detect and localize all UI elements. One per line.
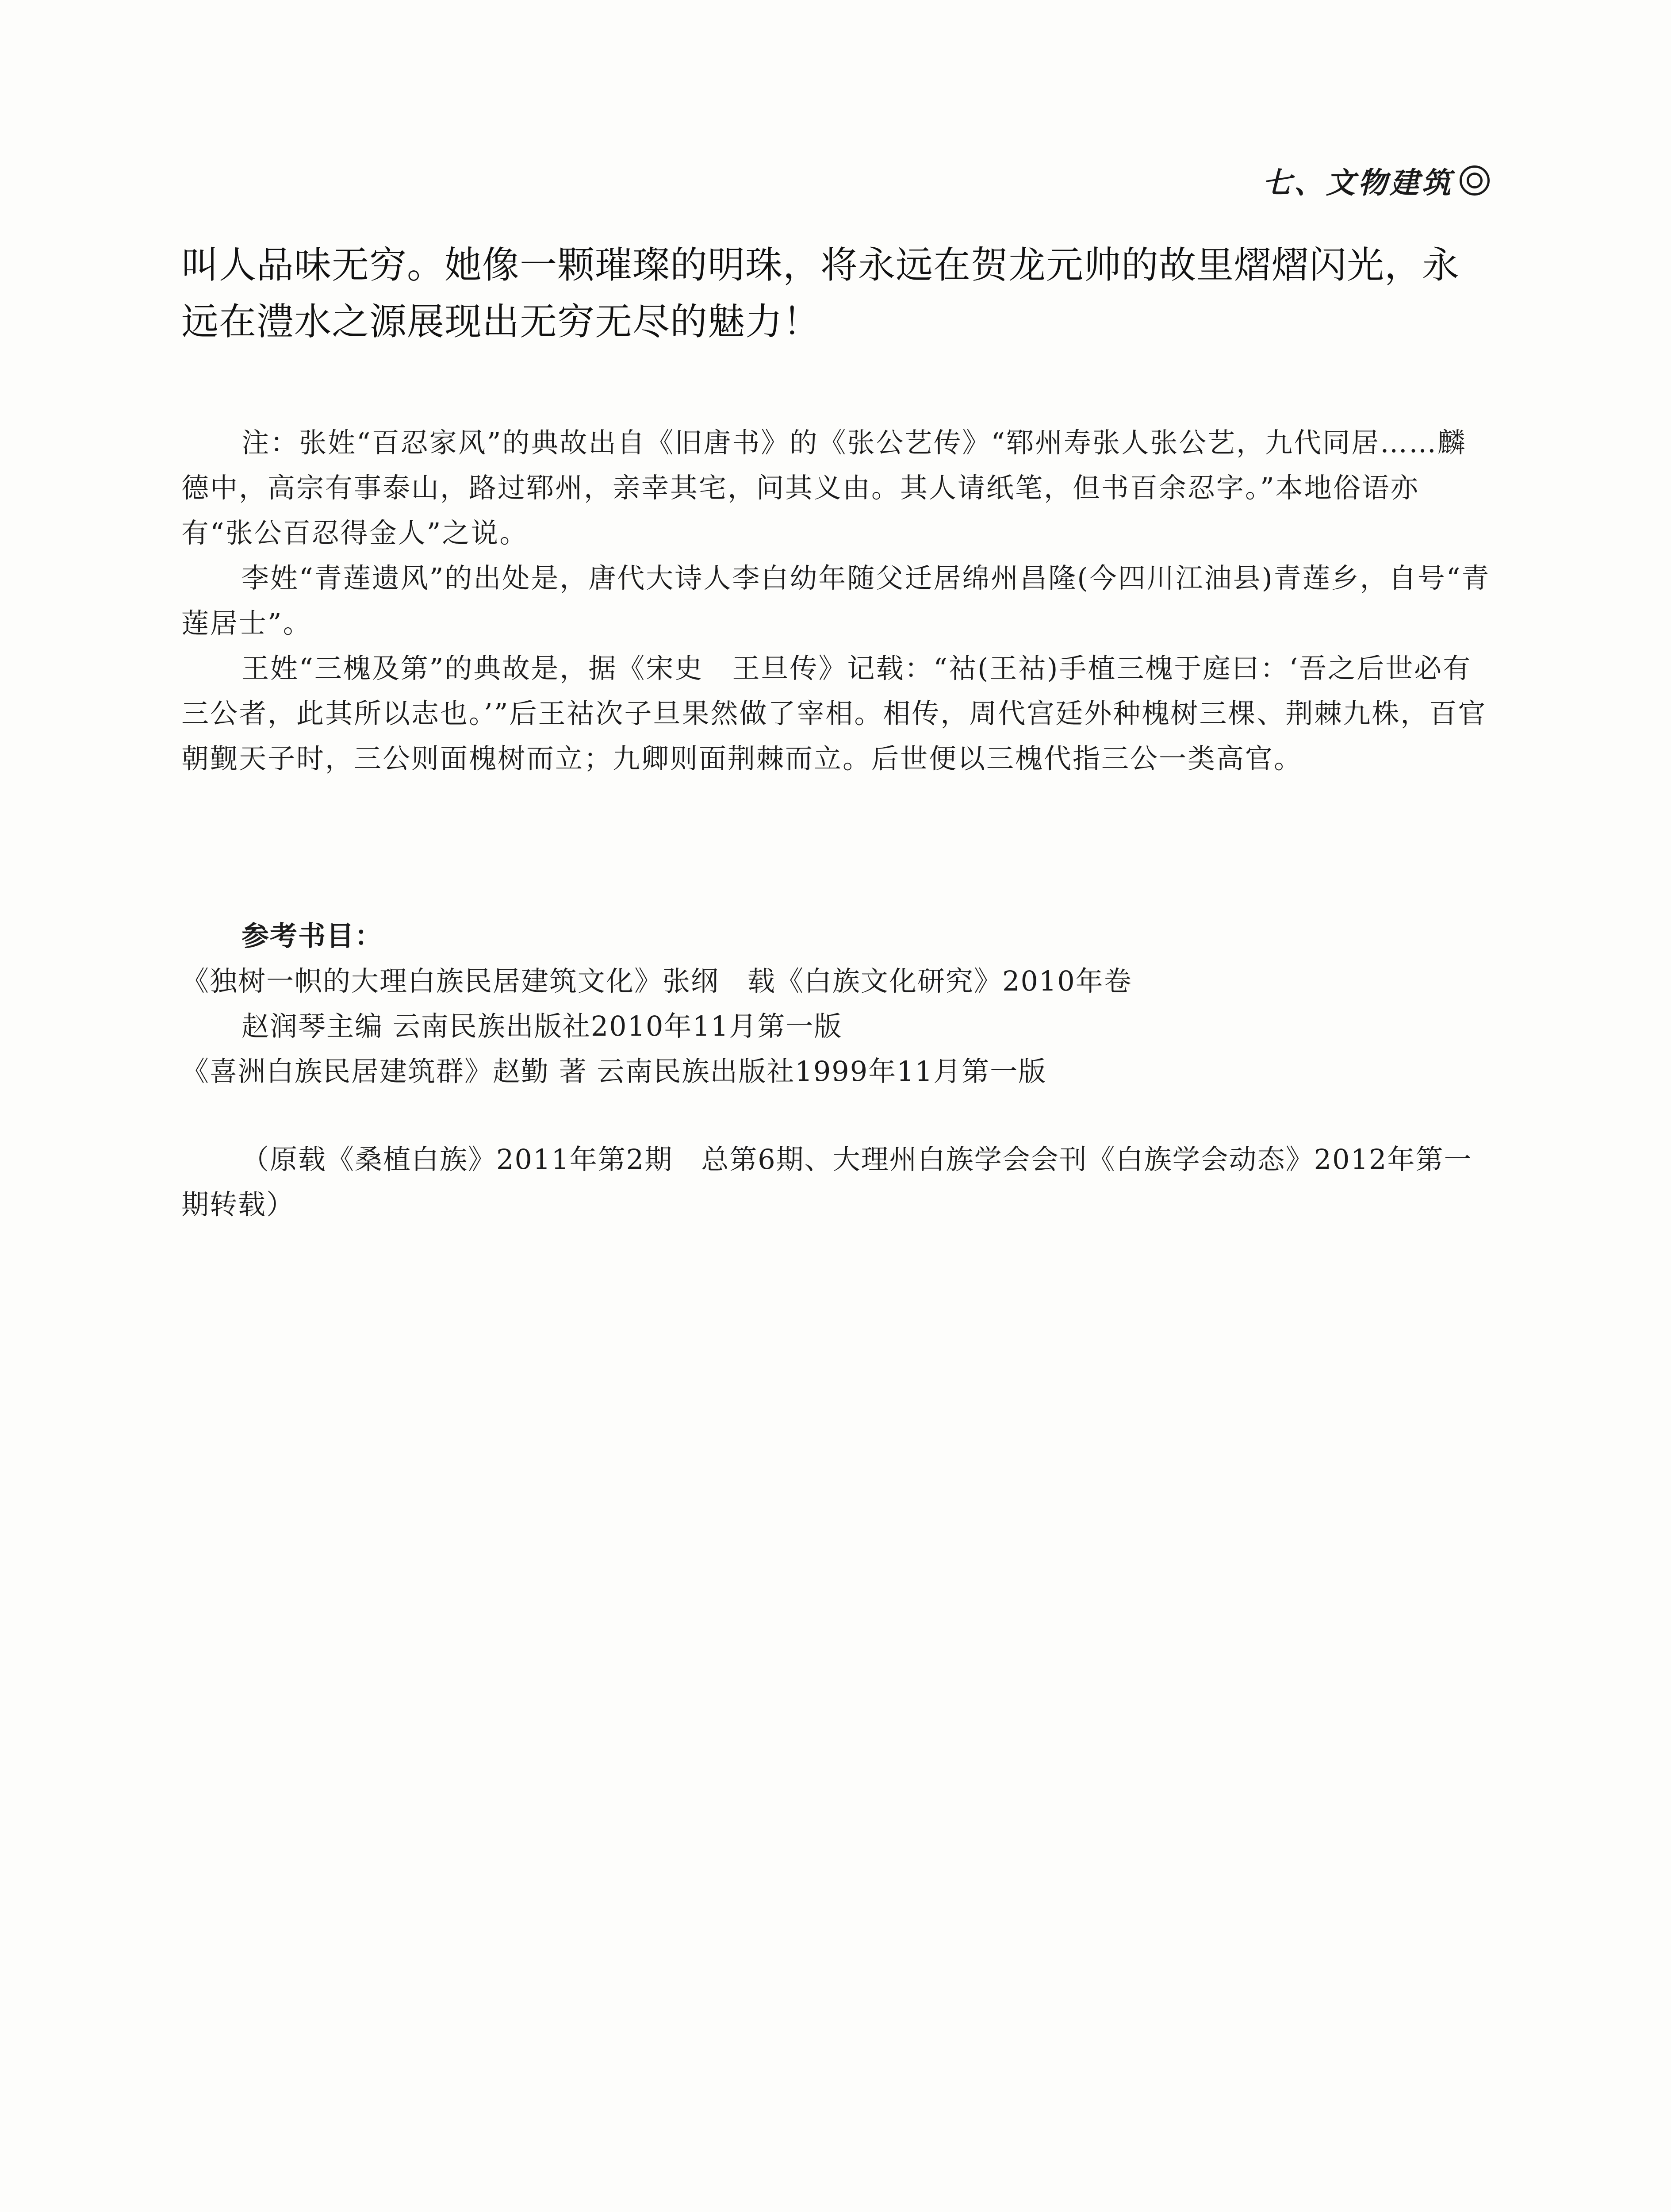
note-wang: 王姓“三槐及第”的典故是，据《宋史 王旦传》记载：“祜(王祜)手植三槐于庭曰：‘吾之后世必有三公者，此其所以志也。’”后王祜次子旦果然做了宰相。相传，周代宫廷外种槐树三棵、荆棘九株，百官朝觐天子时，三公则面槐树而立；九卿则面荆棘而立。后世便以三槐代指三公一类高官。 [181, 652, 1487, 775]
note-li: 李姓“青莲遗风”的出处是，唐代大诗人李白幼年随父迁居绵州昌隆(今四川江油县)青莲乡，自号“青莲居士”。 [181, 562, 1491, 639]
running-header [1262, 159, 1490, 201]
reference-item: 《独树一帜的大理白族民居建筑文化》张纲 载《白族文化研究》2010年卷 [181, 965, 1132, 997]
section-title: 七、文物建筑 [1262, 165, 1453, 200]
body-line-2: 远在澧水之源展现出无穷无尽的魅力！ [181, 300, 821, 343]
body-line-1: 叫人品味无穷。她像一颗璀璨的明珠，将永远在贺龙元帅的故里熠熠闪光，永 [181, 243, 1460, 287]
reference-item: 赵润琴主编 云南民族出版社2010年11月第一版 [241, 1010, 843, 1042]
references-title: 参考书目： [241, 920, 383, 952]
double-circle-icon [1460, 165, 1490, 196]
references-section [181, 914, 1491, 1094]
source-note [181, 1137, 1491, 1227]
body-paragraph [181, 237, 1491, 350]
note-zhang: 注：张姓“百忍家风”的典故出自《旧唐书》的《张公艺传》“郓州寿张人张公艺，九代同居……麟德中，高宗有事泰山，路过郓州，亲幸其宅，问其义由。其人请纸笔，但书百余忍字。”本地俗语亦有“张公百忍得金人”之说。 [181, 426, 1467, 549]
reference-item: 《喜洲白族民居建筑群》赵勤 著 云南民族出版社1999年11月第一版 [181, 1055, 1047, 1087]
source-text: （原载《桑植白族》2011年第2期 总第6期、大理州白族学会会刊《白族学会动态》2012年第一期转载） [181, 1143, 1472, 1221]
notes-section [181, 420, 1491, 781]
